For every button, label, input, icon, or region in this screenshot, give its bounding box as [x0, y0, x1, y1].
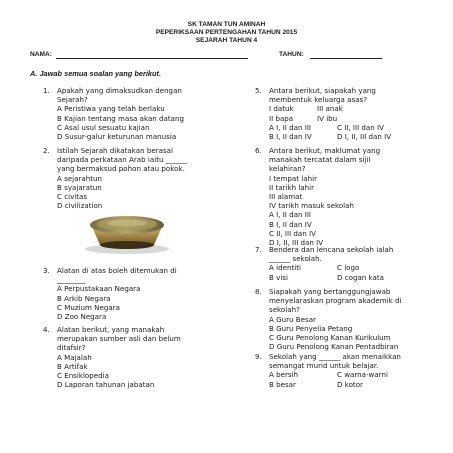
option-b[interactable]: B besar: [269, 379, 296, 389]
section-a-instruction: A. Jawab semua soalan yang berikut.: [30, 69, 162, 78]
question-text: Sejarah?: [57, 95, 88, 105]
option-b[interactable]: B syajaratun: [57, 182, 102, 192]
statement-item: I tempat lahir: [269, 173, 317, 183]
option-c[interactable]: C Asal usul sesuatu kajian: [57, 122, 150, 132]
question-text: membentuk keluarga asas?: [269, 95, 367, 105]
option-c[interactable]: C Guru Penolong Kanan Kurikulum: [269, 333, 391, 343]
statement-item: IV tarikh masuk sekolah: [269, 201, 354, 211]
question-text: Istilah Sejarah dikatakan berasal: [57, 146, 173, 155]
statement-item: II bapa: [269, 113, 294, 123]
statement-item: I datuk: [269, 104, 294, 114]
question-number: 7.: [255, 245, 262, 254]
option-c[interactable]: C warna-warni: [337, 370, 388, 380]
question-text: ditafsir?: [57, 343, 86, 353]
option-d[interactable]: D I, II, III dan IV: [269, 238, 324, 248]
question-text: yang bermaksud pohon atau pokok.: [57, 164, 185, 174]
option-c[interactable]: C civitas: [57, 192, 88, 202]
option-d[interactable]: D kotor: [337, 379, 363, 389]
option-d[interactable]: D cogan kata: [337, 272, 385, 282]
question-text: Alatan di atas boleh ditemukan di: [57, 266, 177, 275]
question-text: merupakan sumber asli dan belum: [57, 334, 181, 344]
name-field-line[interactable]: [56, 58, 248, 59]
option-grid: [269, 263, 417, 281]
question-number: 2.: [43, 146, 50, 155]
question-number: 8.: [255, 287, 262, 296]
option-a[interactable]: A Perpustakaan Negara: [57, 284, 141, 294]
statement-list: [269, 104, 417, 122]
option-a[interactable]: A identiti: [269, 263, 301, 273]
option-b[interactable]: B I, II dan IV: [269, 132, 312, 142]
option-d[interactable]: D Laporan tahunan jabatan: [57, 380, 155, 390]
question-text: kelahiran?: [269, 164, 306, 174]
option-b[interactable]: B Kajian tentang masa akan datang: [57, 113, 185, 123]
question-text: ________: [57, 275, 86, 285]
option-c[interactable]: C Ensiklopedia: [57, 371, 109, 381]
option-b[interactable]: B Guru Penyelia Petang: [269, 323, 353, 333]
option-a[interactable]: A bersih: [269, 370, 299, 380]
question-text: Sekolah yang ______ akan menaikkan: [269, 352, 401, 361]
option-a[interactable]: A Guru Besar: [269, 314, 316, 324]
option-grid: [269, 370, 417, 388]
option-c[interactable]: C II, III dan IV: [337, 122, 384, 132]
subject-title: SEJARAH TAHUN 4: [195, 37, 258, 44]
option-a[interactable]: A I, II dan III: [269, 210, 312, 220]
option-b[interactable]: B I, II dan IV: [269, 219, 312, 229]
question-text: manakah tercatat dalam sijil: [269, 155, 371, 165]
statement-item: III anak: [317, 104, 343, 114]
option-c[interactable]: C logo: [337, 263, 360, 273]
question-text: ______ sekolah.: [269, 254, 322, 264]
option-d[interactable]: D Guru Penolong Kanan Pentadbiran: [269, 342, 399, 352]
artifact-tray-image: [80, 205, 174, 255]
exam-title: PEPERIKSAAN PERTENGAHAN TAHUN 2015: [155, 29, 298, 36]
option-d[interactable]: D I, II, III dan IV: [337, 132, 392, 142]
statement-item: IV ibu: [317, 113, 338, 123]
question-text: sekolah?: [269, 305, 300, 315]
question-number: 5.: [255, 86, 262, 95]
option-c[interactable]: C Muzium Negara: [57, 302, 120, 312]
question-number: 6.: [255, 146, 262, 155]
question-text: Apakah yang dimaksudkan dengan: [57, 86, 182, 95]
statement-item: III alamat: [269, 192, 303, 202]
question-text: Bendera dan lencana sekolah ialah: [269, 245, 394, 254]
question-text: Siapakah yang bertanggungjawab: [269, 287, 391, 296]
option-d[interactable]: D Zoo Negara: [57, 312, 107, 322]
option-a[interactable]: A sejarahtun: [57, 173, 103, 183]
year-label: TAHUN:: [279, 51, 304, 58]
question-text: Alatan berikut, yang manakah: [57, 325, 165, 334]
option-grid: [269, 123, 417, 141]
option-b[interactable]: B Arkib Negara: [57, 293, 111, 303]
question-number: 4.: [43, 325, 50, 334]
option-a[interactable]: A I, II dan III: [269, 122, 312, 132]
question-text: semangat murid untuk belajar.: [269, 361, 379, 371]
option-d[interactable]: D Susur-galur keturunan manusia: [57, 132, 177, 142]
question-text: menyelaraskan program akademik di: [269, 296, 402, 306]
question-number: 1.: [43, 86, 50, 95]
school-name: SK TAMAN TUN AMINAH: [187, 21, 266, 28]
option-b[interactable]: B visi: [269, 272, 288, 282]
option-a[interactable]: A Majalah: [57, 352, 92, 362]
question-number: 3.: [43, 266, 50, 275]
question-number: 9.: [255, 352, 262, 361]
name-label: NAMA:: [30, 51, 52, 58]
question-text: Antara berikut, siapakah yang: [269, 86, 376, 95]
option-c[interactable]: C II, III dan IV: [269, 228, 316, 238]
option-a[interactable]: A Peristiwa yang telah berlaku: [57, 104, 165, 114]
option-b[interactable]: B Artifak: [57, 361, 88, 371]
question-text: daripada perkataan Arab iaitu ______: [57, 155, 188, 165]
year-field-line[interactable]: [310, 58, 382, 59]
statement-item: II tarikh lahir: [269, 182, 315, 192]
question-text: Antara berikut, maklumat yang: [269, 146, 381, 155]
option-d[interactable]: D civilization: [57, 201, 103, 211]
